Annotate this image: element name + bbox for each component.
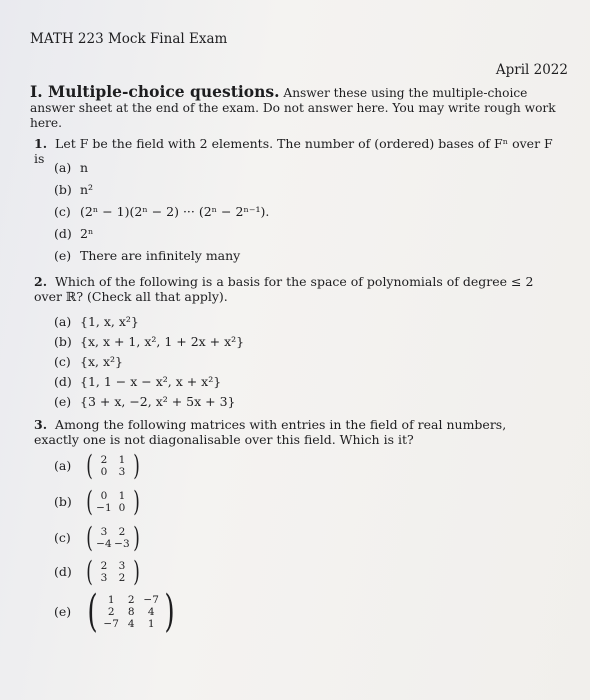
section-heading: I. Multiple-choice questions. — [30, 82, 280, 101]
option-label: (a) — [54, 160, 72, 175]
option-text: {x, x²} — [80, 354, 123, 369]
option-label: (c) — [54, 354, 71, 369]
exam-date: April 2022 — [495, 62, 568, 78]
option-text: {3 + x, −2, x² + 5x + 3} — [80, 394, 236, 409]
q3-option-e[interactable] — [54, 586, 178, 637]
option-label: (b) — [54, 182, 72, 197]
question-text: Let F be the field with 2 elements. The number of (ordered) bases of Fⁿ over F is — [34, 136, 553, 166]
course-title: MATH 223 Mock Final Exam — [30, 31, 228, 47]
option-label: (a) — [54, 457, 72, 473]
matrix-a: ( 2 1 0 3 ) — [86, 449, 140, 482]
option-label: (b) — [54, 493, 72, 509]
section-intro — [30, 84, 570, 131]
option-label: (a) — [54, 314, 72, 329]
q3-option-c[interactable] — [54, 521, 142, 554]
option-label: (d) — [54, 374, 72, 389]
question-1 — [34, 136, 554, 166]
option-label: (d) — [54, 563, 72, 579]
question-2 — [34, 274, 554, 304]
q3-option-a[interactable] — [54, 449, 142, 482]
option-text: There are infinitely many — [80, 248, 241, 263]
option-label: (c) — [54, 204, 71, 219]
question-number: 3. — [34, 417, 48, 432]
matrix-b: ( 0 1 −1 0 ) — [86, 485, 140, 518]
q3-option-b[interactable] — [54, 485, 142, 518]
option-text: {x, x + 1, x², 1 + 2x + x²} — [80, 334, 245, 349]
q2-option-d[interactable] — [54, 374, 221, 389]
q1-option-d[interactable] — [54, 226, 93, 241]
option-label: (e) — [54, 603, 72, 619]
matrix-d: ( 2 3 3 2 ) — [86, 555, 140, 588]
matrix-c: ( 3 2 −4 −3 ) — [86, 521, 140, 554]
q3-option-d[interactable] — [54, 555, 142, 588]
option-label: (c) — [54, 529, 71, 545]
question-text: Which of the following is a basis for the space of polynomials of degree ≤ 2 over ℝ? (Check all that apply). — [34, 274, 534, 304]
question-3 — [34, 417, 554, 447]
question-number: 1. — [34, 136, 48, 151]
option-text: {1, 1 − x − x², x + x²} — [80, 374, 222, 389]
option-text: 2ⁿ — [80, 226, 94, 241]
option-text: n — [80, 160, 89, 175]
matrix-e: ( 1 2 −7 2 8 4 −7 4 1 ) — [87, 586, 175, 637]
question-text: Among the following matrices with entries in the field of real numbers, exactly one is not diagonalisable over this field. Which is it? — [34, 417, 507, 447]
q1-option-e[interactable] — [54, 248, 240, 263]
option-label: (d) — [54, 226, 72, 241]
option-text: {1, x, x²} — [80, 314, 139, 329]
q2-option-a[interactable] — [54, 314, 139, 329]
q1-option-a[interactable] — [54, 160, 88, 175]
option-text: (2ⁿ − 1)(2ⁿ − 2) ··· (2ⁿ − 2ⁿ⁻¹). — [80, 204, 270, 219]
option-label: (e) — [54, 394, 72, 409]
q2-option-e[interactable] — [54, 394, 236, 409]
q2-option-b[interactable] — [54, 334, 244, 349]
option-text: n² — [80, 182, 94, 197]
q2-option-c[interactable] — [54, 354, 123, 369]
q1-option-b[interactable] — [54, 182, 93, 197]
section-instructions: Answer these using the multiple-choice answer sheet at the end of the exam. Do not answer here. You may write rough work here. — [30, 86, 556, 130]
question-number: 2. — [34, 274, 48, 289]
option-label: (e) — [54, 248, 72, 263]
q1-option-c[interactable] — [54, 204, 269, 219]
option-label: (b) — [54, 334, 72, 349]
